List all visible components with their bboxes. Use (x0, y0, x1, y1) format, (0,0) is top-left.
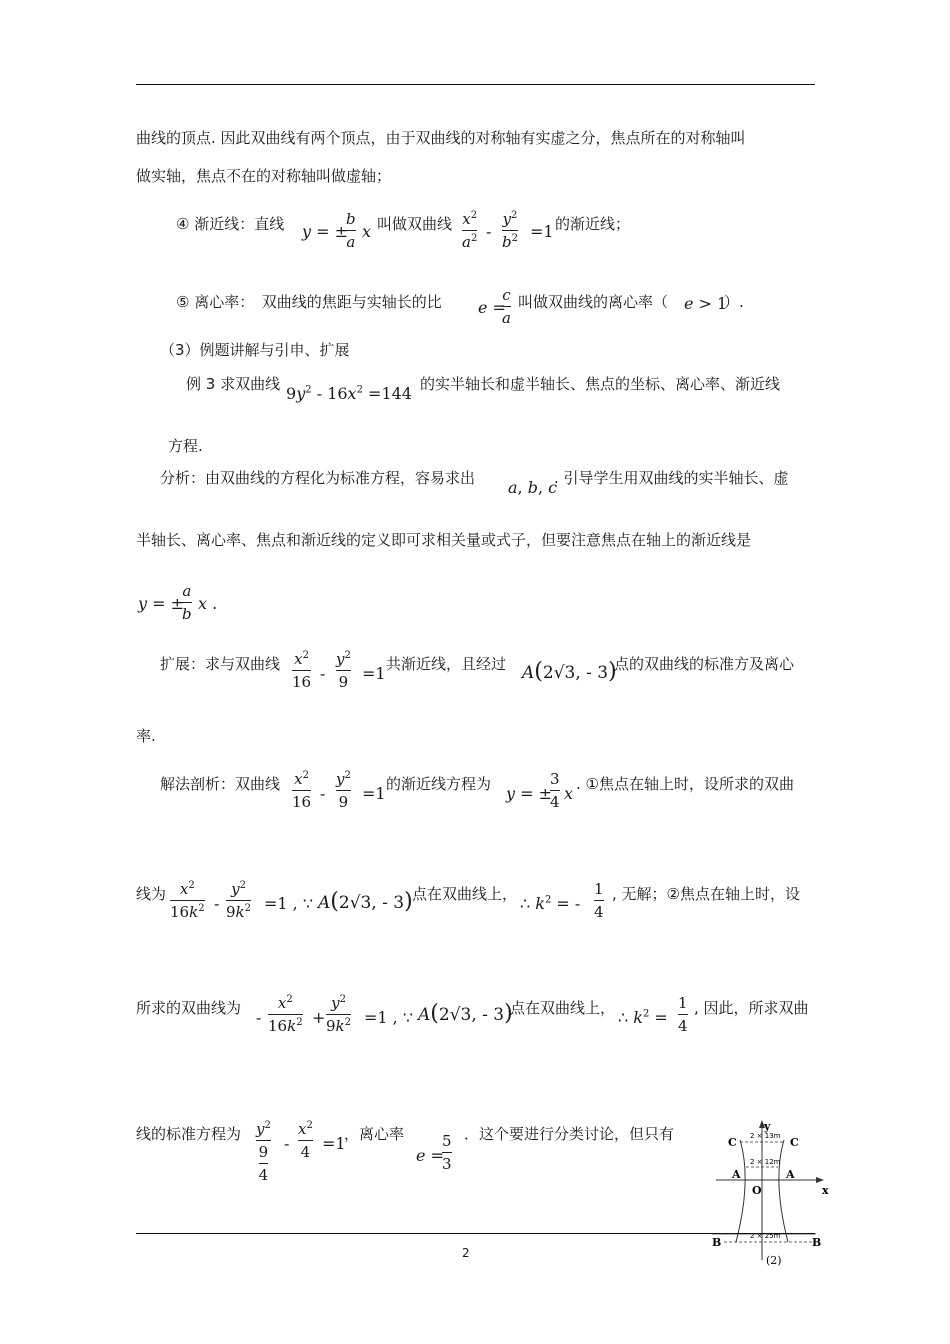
math-e-eq: e = (478, 298, 506, 317)
math-point-a: A(2√3, - 3) (522, 659, 617, 684)
fraction-b-over-a: b a (346, 210, 356, 251)
text-line: 共渐近线，且经过 (386, 655, 507, 673)
page-number: 2 (462, 1246, 470, 1260)
text-line: , 因此，所求双曲 (694, 999, 809, 1017)
math-e-eq: e = (416, 1146, 444, 1165)
dimension-label: 2 × 12m (750, 1158, 781, 1166)
text-line: , 无解；②焦点在轴上时，设 (612, 885, 800, 903)
text-line: . ①焦点在轴上时，设所求的双曲 (576, 775, 794, 793)
text-line: 分析：由双曲线的方程化为标准方程，容易求出 (160, 469, 476, 487)
point-label-a: A (786, 1168, 795, 1181)
point-label-a: A (732, 1168, 741, 1181)
text-line: （3）例题讲解与引申、扩展 (160, 341, 350, 359)
math-x: x (362, 222, 372, 241)
dimension-label: 2 × 25m (750, 1232, 781, 1240)
text-line: 点在双曲线上， (510, 999, 616, 1017)
math-plus: + (312, 1008, 326, 1027)
fraction-x2-over-16k2: $x^2$ $16k^2$ (268, 994, 303, 1035)
fraction-3-over-4: 3 4 (550, 770, 560, 811)
text-line: ⑤ 离心率： 双曲线的焦距与实轴长的比 (176, 293, 442, 311)
fraction-x2-over-4: $x^2$ 4 (298, 1120, 313, 1161)
fraction-c-over-a: c a (502, 286, 511, 327)
math-therefore-k2: ∴ $k^2$ = (618, 1008, 668, 1027)
text-line: 解法剖析：双曲线 (160, 775, 281, 793)
math-eq-1: =1 (322, 1134, 346, 1153)
math-equation: $9y^2 - 16x^2 =144$ (286, 384, 412, 403)
text-line: 曲线的顶点. 因此双曲线有两个顶点，由于双曲线的对称轴有实虚之分，焦点所在的对称轴叫 (136, 129, 746, 147)
fraction-1-over-4: 1 4 (678, 994, 688, 1035)
text-line: 例 3 求双曲线 (186, 375, 281, 393)
math-minus: - (284, 1134, 290, 1153)
math-eq-1: =1 , ∵ (264, 894, 314, 913)
math-eq-1: =1 , ∵ (364, 1008, 414, 1027)
hyperbola-figure (712, 1120, 844, 1268)
text-line: ④ 渐近线：直线 (176, 215, 285, 233)
math-therefore-k2: ∴ $k^2$ = - (520, 894, 581, 913)
point-label-c: C (790, 1136, 799, 1149)
math-abc: a, b, c (508, 478, 558, 497)
text-line: 叫做双曲线的离心率（ (518, 293, 669, 311)
origin-label: O (752, 1184, 762, 1197)
text-line: 叫做双曲线 (377, 215, 453, 233)
math-minus: - (486, 222, 492, 241)
fraction-y2-over-9k2: $y^2$ $9k^2$ (226, 880, 252, 921)
axis-label-x: x (822, 1184, 829, 1197)
text-line: 点的双曲线的标准方及离心 (614, 655, 795, 673)
text-line: 做实轴，焦点不在的对称轴叫做虚轴； (136, 167, 392, 185)
fraction-x2-over-16k2: $x^2$ $16k^2$ (170, 880, 205, 921)
math-minus: - (320, 784, 326, 803)
text-line: 线的标准方程为 (136, 1125, 242, 1143)
text-line: 的渐近线方程为 (386, 775, 492, 793)
figure-caption: (2) (766, 1254, 782, 1267)
axis-label-y: y (764, 1120, 771, 1133)
dimension-label: 2 × 13m (750, 1132, 781, 1140)
fraction-x2-over-16: $x^2$ 16 (292, 770, 312, 811)
math-minus: - (320, 664, 326, 683)
text-line: 的实半轴长和虚半轴长、焦点的坐标、离心率、渐近线 (420, 375, 781, 393)
text-line: ，离心率 (344, 1125, 405, 1143)
text-line: 方程. (168, 437, 203, 455)
footer-rule (136, 1233, 815, 1234)
math-point-a: A(2√3, - 3) (318, 889, 413, 914)
math-x: x . (198, 594, 218, 613)
fraction-5-over-3: 5 3 (442, 1132, 452, 1173)
fraction-a-over-b: a b (182, 582, 192, 623)
math-y-eq: y = ± (506, 784, 553, 803)
math-eq-1: =1 (362, 664, 386, 683)
text-line: ．这个要进行分类讨论，但只有 (464, 1125, 675, 1143)
text-line: 率. (136, 727, 156, 745)
text-line: ）. (724, 293, 744, 311)
fraction-y2-over-9k2: $y^2$ $9k^2$ (326, 994, 352, 1035)
fraction-x2-over-16: $x^2$ 16 (292, 650, 312, 691)
point-label-c: C (728, 1136, 737, 1149)
fraction-y2-over-b2: $y^2$ $b^2$ (502, 210, 518, 251)
fraction-y2-over-9-4: $y^2$ 9 4 (256, 1120, 271, 1184)
fraction-x2-over-a2: $x^2$ $a^2$ (462, 210, 478, 251)
text-line: 所求的双曲线为 (136, 999, 242, 1017)
text-line: 线为 (136, 885, 167, 903)
math-x: x (564, 784, 574, 803)
text-line: 扩展：求与双曲线 (160, 655, 281, 673)
math-point-a: A(2√3, - 3) (418, 1001, 513, 1026)
text-line: 半轴长、离心率、焦点和渐近线的定义即可求相关量或式子，但要注意焦点在轴上的渐近线是 (136, 531, 752, 549)
math-minus: - (214, 894, 220, 913)
fraction-1-over-4: 1 4 (594, 880, 604, 921)
point-label-b: B (812, 1236, 822, 1249)
text-line: . 引导学生用双曲线的实半轴长、虚 (554, 469, 789, 487)
math-y-eq: y = ± (302, 222, 349, 241)
header-rule (136, 84, 815, 85)
math-eq-1: =1 (362, 784, 386, 803)
fraction-y2-over-9: $y^2$ 9 (336, 650, 351, 691)
math-e-gt-1: e > 1 (684, 294, 728, 313)
fraction-y2-over-9: $y^2$ 9 (336, 770, 351, 811)
text-line: 点在双曲线上， (412, 885, 518, 903)
math-eq-1: =1 (530, 222, 554, 241)
text-line: 的渐近线； (555, 215, 631, 233)
math-minus: - (256, 1008, 262, 1027)
point-label-b: B (712, 1236, 722, 1249)
math-y-eq: y = ± (138, 594, 185, 613)
